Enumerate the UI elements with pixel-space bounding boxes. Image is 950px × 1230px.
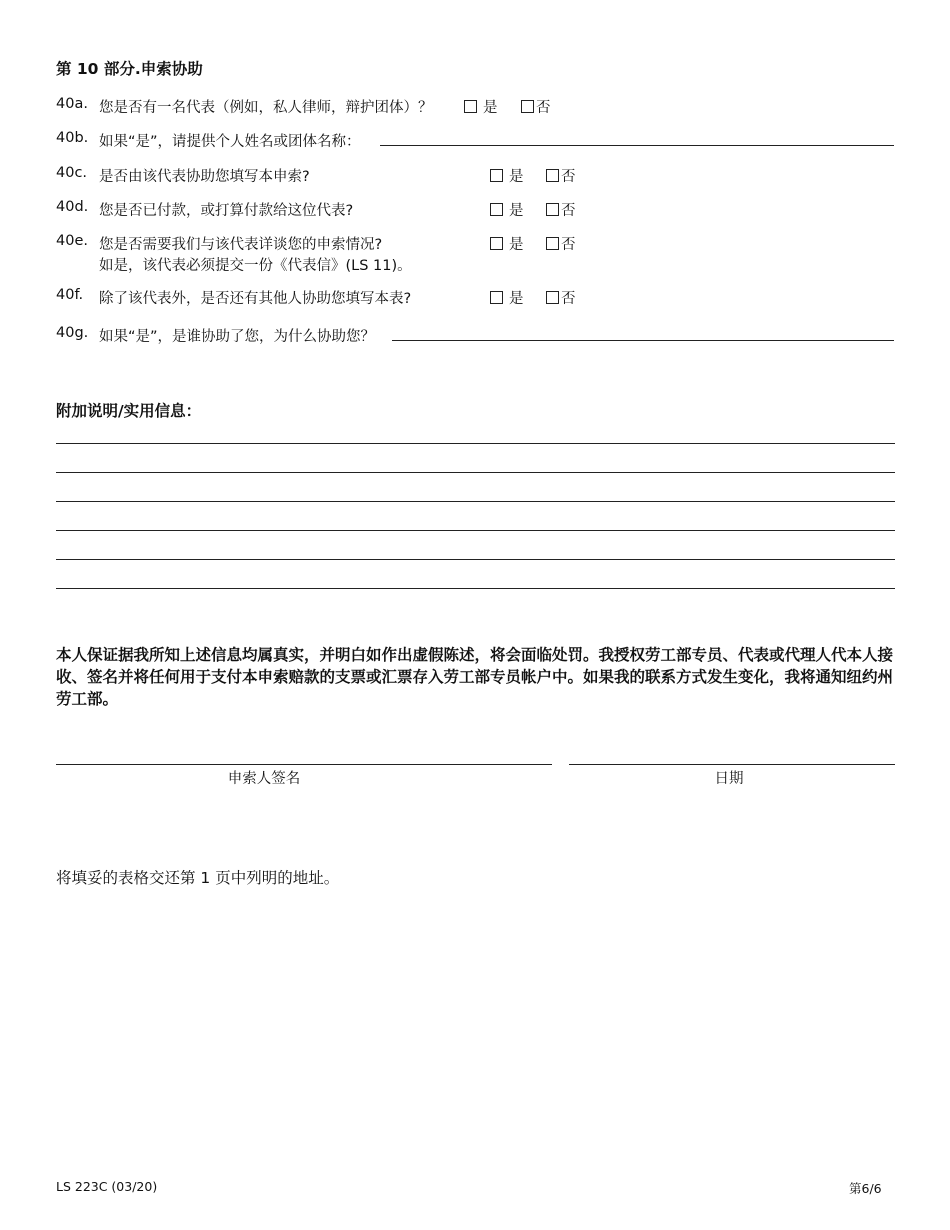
question-text: 如果“是”，是谁协助了您，为什么协助您？ [99, 329, 376, 345]
question-number: 40a. [56, 96, 88, 112]
no-checkbox-40c[interactable]: 否 [546, 165, 576, 186]
checkbox-icon[interactable] [546, 203, 559, 216]
question-text: 如果“是”，请提供个人姓名或团体名称： [99, 134, 361, 150]
question-number: 40c. [56, 165, 88, 181]
checkbox-icon[interactable] [546, 169, 559, 182]
checkbox-icon[interactable] [546, 291, 559, 304]
checkbox-icon[interactable] [490, 169, 503, 182]
question-number: 40g. [56, 325, 89, 341]
checkbox-icon[interactable] [490, 291, 503, 304]
signature-field[interactable] [56, 764, 552, 765]
form-code: LS 223C (03/20) [56, 1179, 158, 1194]
date-label: 日期 [714, 771, 744, 787]
helper-explanation-field[interactable] [392, 340, 894, 341]
additional-info-heading: 附加说明/实用信息： [56, 402, 202, 420]
return-instructions: 将填妥的表格交还第 1 页中列明的地址。 [56, 869, 340, 887]
question-subtext: 如是，该代表必须提交一份《代表信》(LS 11)。 [99, 258, 412, 274]
note-line[interactable] [56, 501, 895, 502]
yes-checkbox-40d[interactable]: 是 [490, 199, 524, 220]
date-field[interactable] [569, 764, 895, 765]
yes-checkbox-40e[interactable]: 是 [490, 233, 524, 254]
checkbox-icon[interactable] [521, 100, 534, 113]
no-checkbox-40e[interactable]: 否 [546, 233, 576, 254]
yes-checkbox-40f[interactable]: 是 [490, 287, 524, 308]
note-line[interactable] [56, 559, 895, 560]
question-text: 您是否有一名代表（例如，私人律师，辩护团体）？ [99, 100, 433, 116]
representative-name-field[interactable] [380, 145, 894, 146]
section-title: 第 10 部分.申索协助 [56, 60, 203, 78]
page-number: 第6/6 [849, 1181, 882, 1196]
note-line[interactable] [56, 472, 895, 473]
question-text: 除了该代表外，是否还有其他人协助您填写本表? [99, 291, 412, 307]
checkbox-icon[interactable] [546, 237, 559, 250]
question-text: 是否由该代表协助您填写本申索? [99, 169, 310, 185]
yes-checkbox-40c[interactable]: 是 [490, 165, 524, 186]
question-text: 您是否需要我们与该代表详谈您的申索情况? [99, 237, 383, 253]
question-number: 40d. [56, 199, 89, 215]
question-number: 40b. [56, 130, 89, 146]
no-checkbox-40f[interactable]: 否 [546, 287, 576, 308]
checkbox-icon[interactable] [490, 203, 503, 216]
note-line[interactable] [56, 443, 895, 444]
note-line[interactable] [56, 588, 895, 589]
note-line[interactable] [56, 530, 895, 531]
no-checkbox-40d[interactable]: 否 [546, 199, 576, 220]
question-number: 40f. [56, 287, 84, 303]
checkbox-icon[interactable] [464, 100, 477, 113]
signature-label: 申索人签名 [227, 771, 301, 787]
no-checkbox-40a[interactable]: 否 [521, 96, 551, 117]
question-text: 您是否已付款，或打算付款给这位代表? [99, 203, 354, 219]
declaration-text: 本人保证据我所知上述信息均属真实，并明白如作出虚假陈述，将会面临处罚。我授权劳工部专员、代表或代理人代本人接收、签名并将任何用于支付本申索赔款的支票或汇票存入劳工部专员帐户中。如果我的联系方式发生变化，我将通知纽约州劳工部。 [56, 646, 894, 708]
checkbox-icon[interactable] [490, 237, 503, 250]
question-number: 40e. [56, 233, 88, 249]
yes-checkbox-40a[interactable]: 是 [464, 96, 498, 117]
